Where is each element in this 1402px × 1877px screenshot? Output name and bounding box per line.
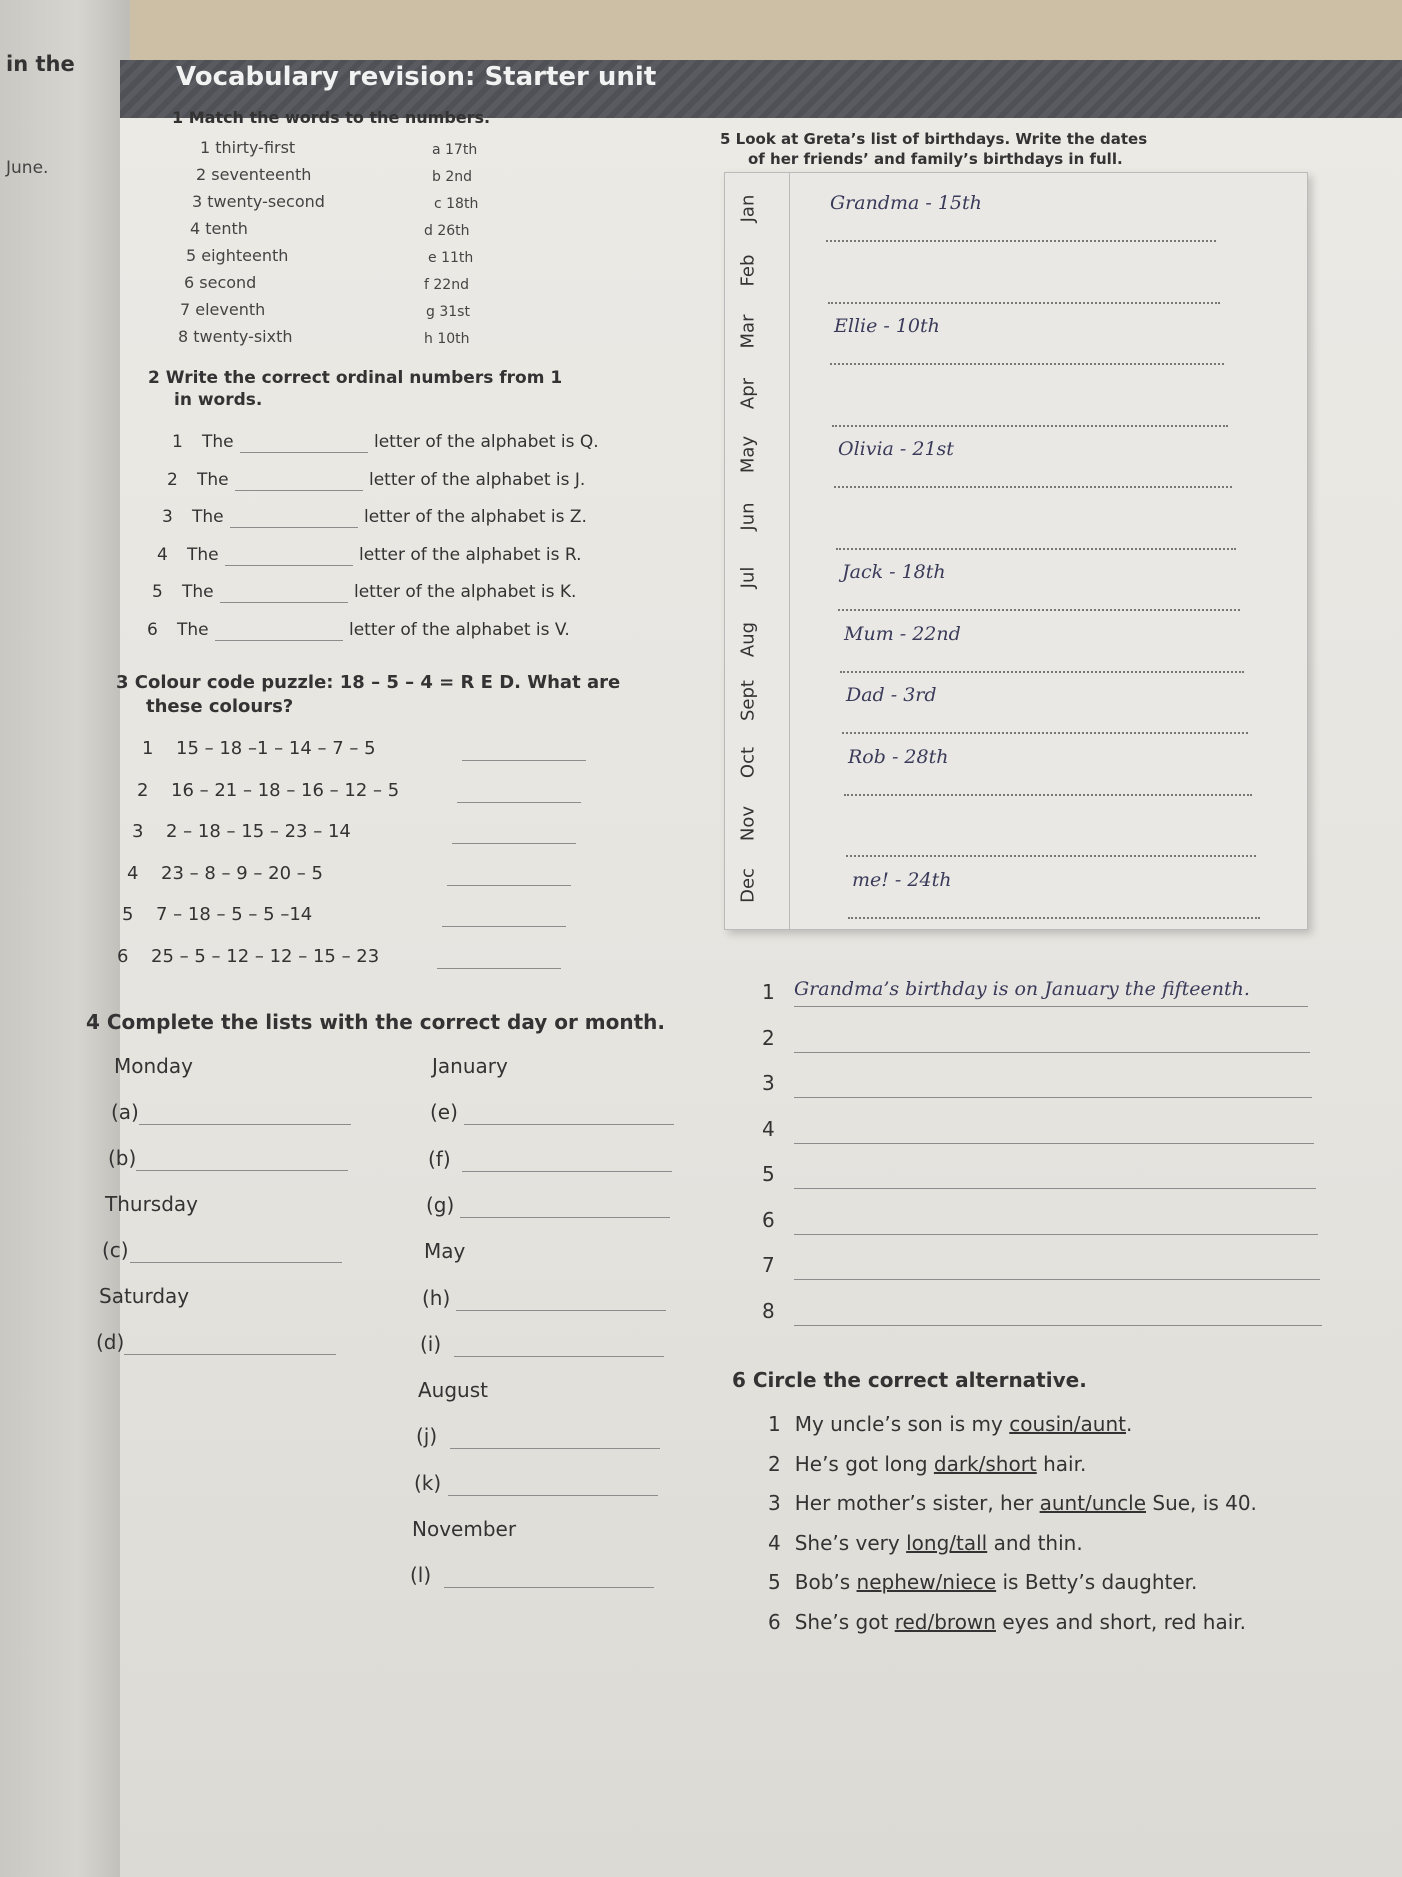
calendar-entry-line <box>838 609 1240 611</box>
ex5-answer-number: 5 <box>762 1162 775 1186</box>
ex3-colour-code: 2 – 18 – 15 – 23 – 14 <box>166 821 351 842</box>
ex6-item-number: 3 <box>768 1491 781 1515</box>
calendar-birthday-entry: Dad - 3rd <box>846 684 937 706</box>
ex4-day-label: (b) <box>108 1146 137 1170</box>
ex6-choice[interactable]: red/brown <box>894 1609 996 1634</box>
ex2-item-start: The <box>192 507 224 527</box>
calendar-month: Nov <box>737 805 759 842</box>
page-title: Vocabulary revision: Starter unit <box>176 62 657 92</box>
ex3-item-number: 1 <box>142 738 154 759</box>
ex2-item-start: The <box>197 469 229 490</box>
facing-page <box>0 0 130 1877</box>
ex4-day-label: Thursday <box>105 1192 198 1216</box>
ex4-month-label: (k) <box>414 1470 442 1495</box>
ex3-item-number: 4 <box>127 862 139 884</box>
ex6-item <box>768 1570 1197 1594</box>
ex4-day-label: Monday <box>114 1054 193 1078</box>
ex5-answer-number: 2 <box>762 1025 775 1050</box>
ex5-answer-number: 7 <box>762 1253 775 1277</box>
ex6-item <box>768 1610 1246 1634</box>
calendar-entry-line <box>840 671 1244 673</box>
calendar-entry-line <box>844 794 1252 796</box>
ex1-word: 3 twenty-second <box>192 192 325 211</box>
ex2-item-end: letter of the alphabet is Q. <box>374 432 599 452</box>
ex6-item <box>768 1531 1083 1555</box>
ex3-item-number: 3 <box>132 821 144 842</box>
calendar-entry-line <box>828 302 1220 304</box>
ex6-item <box>768 1412 1132 1436</box>
calendar-entry-line <box>826 240 1216 242</box>
ex2-item-number: 3 <box>162 507 173 527</box>
ex4-month-label: May <box>424 1239 466 1264</box>
ex5-answer-line[interactable] <box>794 1188 1316 1189</box>
ex2-item-number: 2 <box>167 469 178 490</box>
ex1-word: 2 seventeenth <box>196 165 312 184</box>
ex1-word: 7 eleventh <box>180 300 266 319</box>
ex3-colour-code: 23 – 8 – 9 – 20 – 5 <box>161 862 323 884</box>
facing-page-top-text: in the <box>6 52 75 76</box>
birthday-calendar <box>724 172 1308 930</box>
calendar-month: Jul <box>737 566 759 589</box>
ex4-heading: 4 Complete the lists with the correct day or month. <box>86 1010 665 1034</box>
ex6-heading: 6 Circle the correct alternative. <box>732 1368 1087 1392</box>
ex1-word: 5 eighteenth <box>186 246 289 265</box>
ex4-month-blank[interactable] <box>448 1495 658 1496</box>
calendar-month: Jun <box>737 501 759 531</box>
ex4-month-blank[interactable] <box>450 1448 660 1449</box>
ex4-day-label: (a) <box>111 1100 139 1124</box>
ex4-month-label: January <box>432 1054 508 1078</box>
ex5-answer-number: 8 <box>762 1298 775 1323</box>
ex5-answer-number: 4 <box>762 1116 775 1141</box>
calendar-month: Mar <box>737 314 759 349</box>
ex6-choice[interactable]: aunt/uncle <box>1039 1491 1147 1515</box>
ex6-item-before: He’s got long <box>794 1451 934 1476</box>
ex6-item-after: and thin. <box>987 1530 1083 1555</box>
ex1-number: h 10th <box>424 331 470 347</box>
ex6-item-before: She’s got <box>794 1609 895 1634</box>
ex6-item-after: eyes and short, red hair. <box>995 1609 1247 1634</box>
calendar-entry-line <box>842 732 1248 734</box>
calendar-birthday-entry: me! - 24th <box>852 868 952 891</box>
ex2-item-start: The <box>177 619 209 640</box>
ex4-day-blank[interactable] <box>124 1354 336 1355</box>
ex5-answer-number: 3 <box>762 1071 775 1095</box>
calendar-month: Apr <box>737 377 759 409</box>
calendar-month: Aug <box>737 621 759 657</box>
ex3-item-number: 2 <box>137 779 149 801</box>
ex2-heading: 2 Write the correct ordinal numbers from 1 <box>148 368 563 388</box>
ex5-answer-line[interactable] <box>794 1279 1320 1280</box>
ex1-number: d 26th <box>424 223 470 239</box>
ex3-answer-blank[interactable] <box>442 926 566 927</box>
ex6-item-after: . <box>1125 1412 1133 1436</box>
ex4-day-blank[interactable] <box>130 1262 342 1263</box>
ex3-answer-blank[interactable] <box>452 843 576 844</box>
ex2-answer-blank[interactable] <box>215 640 343 641</box>
ex6-item-after: is Betty’s daughter. <box>996 1570 1198 1594</box>
ex2-item-number: 5 <box>152 582 163 602</box>
ex5-answer-line[interactable] <box>794 1143 1314 1144</box>
ex3-answer-blank[interactable] <box>462 760 586 761</box>
ex2-answer-blank[interactable] <box>220 602 348 603</box>
ex4-month-label: (f) <box>428 1146 451 1171</box>
ex1-number: g 31st <box>426 304 470 320</box>
ex3-colour-code: 7 – 18 – 5 – 5 –14 <box>156 904 313 925</box>
calendar-entry-line <box>846 855 1256 857</box>
ex1-word: 6 second <box>184 273 257 292</box>
ex1-number: b 2nd <box>432 169 473 185</box>
ex6-choice[interactable]: dark/short <box>933 1451 1037 1476</box>
ex4-month-blank[interactable] <box>462 1171 672 1172</box>
ex1-number: f 22nd <box>424 277 469 293</box>
calendar-birthday-entry: Mum - 22nd <box>844 622 961 645</box>
ex3-item-number: 5 <box>122 904 134 925</box>
ex6-item <box>768 1452 1086 1476</box>
calendar-month: Oct <box>737 746 759 778</box>
ex3-colour-code: 16 – 21 – 18 – 16 – 12 – 5 <box>171 779 400 801</box>
calendar-month: Dec <box>737 867 759 903</box>
calendar-month: Jan <box>737 194 759 223</box>
ex4-month-blank[interactable] <box>460 1217 670 1218</box>
ex4-day-blank[interactable] <box>139 1124 351 1125</box>
ex3-heading: 3 Colour code puzzle: 18 – 5 – 4 = R E D. What are <box>116 672 621 693</box>
ex2-item-end: letter of the alphabet is J. <box>369 469 586 490</box>
calendar-birthday-entry: Jack - 18th <box>842 561 946 583</box>
ex2-item-number: 1 <box>172 432 183 452</box>
ex1-word: 4 tenth <box>190 219 248 238</box>
calendar-birthday-entry: Rob - 28th <box>848 745 949 768</box>
facing-page-side-text: June. <box>6 158 49 178</box>
ex5-answer-line[interactable] <box>794 1325 1322 1326</box>
ex6-item-number: 5 <box>768 1570 781 1594</box>
ex3-colour-code: 15 – 18 –1 – 14 – 7 – 5 <box>176 738 376 759</box>
ex4-month-label: (l) <box>410 1563 432 1588</box>
calendar-entry-line <box>834 486 1232 488</box>
ex6-item-after: hair. <box>1036 1451 1087 1476</box>
ex4-day-label: (d) <box>96 1330 125 1354</box>
ex5-answer-line[interactable] <box>794 1006 1308 1007</box>
ex2-item-end: letter of the alphabet is V. <box>349 619 570 640</box>
ex5-answer-line[interactable] <box>794 1097 1312 1098</box>
ex4-month-blank[interactable] <box>456 1310 666 1311</box>
ex1-heading: 1 Match the words to the numbers. <box>172 108 491 127</box>
ex6-item-number: 6 <box>768 1609 781 1634</box>
ex4-month-label: (e) <box>430 1100 458 1125</box>
ex6-choice[interactable]: cousin/aunt <box>1009 1412 1126 1436</box>
ex3-heading-cont: these colours? <box>146 696 294 717</box>
ex6-item-number: 2 <box>768 1451 781 1476</box>
ex5-heading-cont: of her friends’ and family’s birthdays in full. <box>748 150 1123 168</box>
ex5-heading: 5 Look at Greta’s list of birthdays. Write the dates <box>720 130 1148 148</box>
ex4-day-label: Saturday <box>99 1284 190 1308</box>
ex3-answer-blank[interactable] <box>447 885 571 886</box>
ex2-answer-blank[interactable] <box>230 527 358 528</box>
ex2-item-start: The <box>182 582 214 602</box>
ex2-item-end: letter of the alphabet is R. <box>359 544 582 565</box>
ex2-item-end: letter of the alphabet is Z. <box>364 507 587 527</box>
calendar-entry-line <box>830 363 1224 365</box>
calendar-month: Sept <box>737 680 759 721</box>
ex4-day-label: (c) <box>102 1238 129 1262</box>
ex2-item-start: The <box>202 432 234 452</box>
calendar-birthday-entry: Olivia - 21st <box>838 438 954 460</box>
ex2-answer-blank[interactable] <box>225 565 353 566</box>
ex4-month-label: (h) <box>422 1285 451 1310</box>
ex6-item-number: 1 <box>768 1412 781 1436</box>
ex6-item-before: My uncle’s son is my <box>794 1412 1010 1436</box>
ex3-answer-blank[interactable] <box>437 968 561 969</box>
ex4-month-blank[interactable] <box>454 1356 664 1357</box>
calendar-entry-line <box>832 425 1228 427</box>
ex2-item-end: letter of the alphabet is K. <box>354 582 577 602</box>
ex5-answer-number: 6 <box>762 1207 775 1232</box>
ex3-item-number: 6 <box>117 945 129 967</box>
calendar-month: Feb <box>737 254 759 286</box>
ex5-answer-number: 1 <box>762 980 775 1004</box>
ex1-number: a 17th <box>432 142 478 158</box>
calendar-birthday-entry: Ellie - 10th <box>834 315 940 337</box>
ex4-month-label: August <box>418 1378 488 1403</box>
ex5-answer-line[interactable] <box>794 1052 1310 1053</box>
ex2-item-number: 4 <box>157 544 168 565</box>
calendar-divider <box>789 173 790 929</box>
ex4-month-blank[interactable] <box>444 1587 654 1588</box>
ex4-month-label: November <box>412 1517 517 1541</box>
ex6-choice[interactable]: long/tall <box>906 1530 988 1555</box>
ex6-item-number: 4 <box>768 1530 781 1555</box>
calendar-entry-line <box>848 917 1260 919</box>
ex2-item-start: The <box>187 544 219 565</box>
ex6-item-before: Bob’s <box>794 1570 857 1594</box>
ex2-heading-cont: in words. <box>174 390 263 410</box>
ex1-number: e 11th <box>428 250 474 266</box>
ex1-word: 8 twenty-sixth <box>178 327 293 346</box>
ex4-month-label: (i) <box>420 1331 442 1356</box>
ex2-item-number: 6 <box>147 619 158 640</box>
ex3-answer-blank[interactable] <box>457 802 581 803</box>
ex6-choice[interactable]: nephew/niece <box>856 1570 997 1594</box>
ex6-item-after: Sue, is 40. <box>1146 1491 1257 1515</box>
ex2-answer-blank[interactable] <box>240 452 368 453</box>
ex2-answer-blank[interactable] <box>235 490 363 491</box>
ex1-word: 1 thirty-first <box>200 138 296 157</box>
ex4-month-label: (g) <box>426 1192 455 1217</box>
ex5-answer-line[interactable] <box>794 1234 1318 1235</box>
ex6-item-before: Her mother’s sister, her <box>794 1491 1040 1515</box>
ex5-answer-text: Grandma’s birthday is on January the fifteenth. <box>794 978 1250 1000</box>
ex3-colour-code: 25 – 5 – 12 – 12 – 15 – 23 <box>151 945 380 967</box>
ex6-item-before: She’s very <box>794 1530 907 1555</box>
ex1-number: c 18th <box>434 196 479 212</box>
calendar-birthday-entry: Grandma - 15th <box>830 192 982 214</box>
ex4-month-blank[interactable] <box>464 1124 674 1125</box>
ex4-day-blank[interactable] <box>136 1170 348 1171</box>
calendar-entry-line <box>836 548 1236 550</box>
ex6-item <box>768 1491 1257 1515</box>
ex4-month-label: (j) <box>416 1424 438 1449</box>
calendar-month: May <box>737 435 759 474</box>
